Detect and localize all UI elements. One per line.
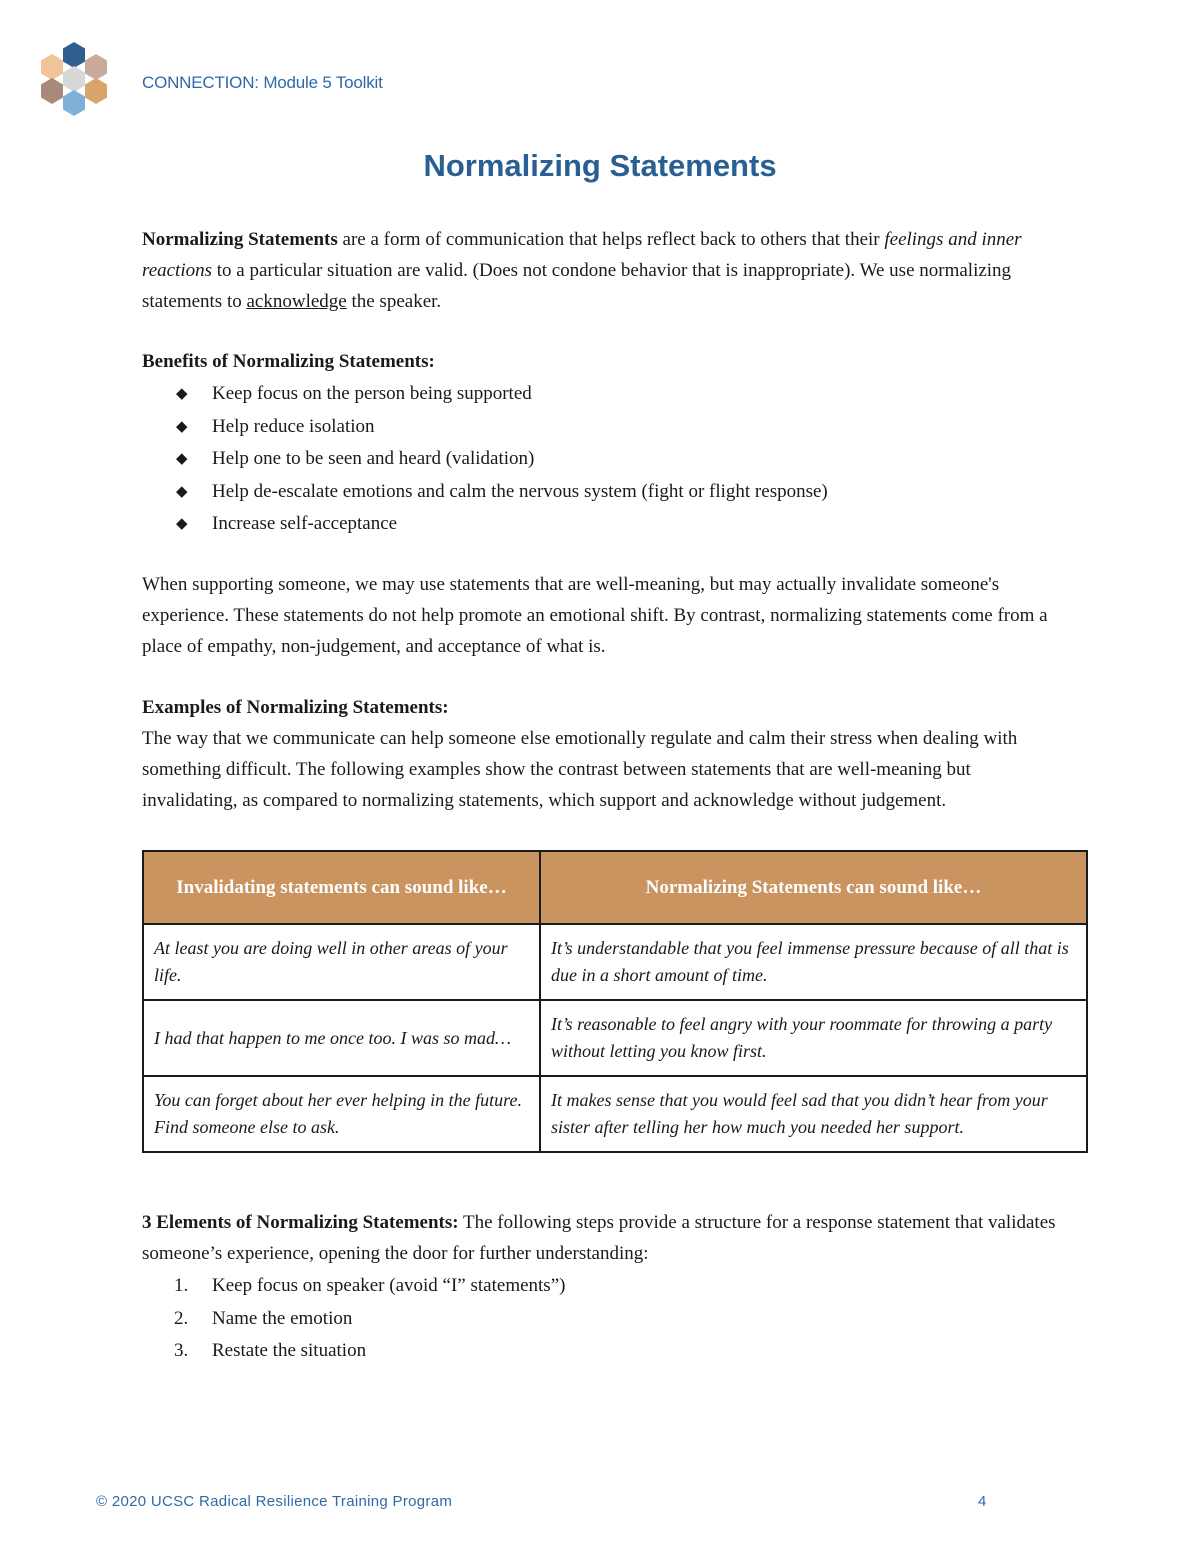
diamond-bullet-icon: ◆: [176, 516, 188, 532]
invalidating-cell: I had that happen to me once too. I was so mad…: [143, 1000, 540, 1076]
list-item: [142, 411, 828, 444]
logo-hex-center: [63, 66, 85, 92]
list-item: [142, 1335, 565, 1368]
page-number: 4: [978, 1493, 987, 1510]
table-row: [143, 1000, 1087, 1076]
column-header-normalizing: Normalizing Statements can sound like…: [540, 851, 1087, 924]
examples-section: [142, 692, 1062, 816]
benefit-label: Help one to be seen and heard (validation): [212, 448, 535, 469]
table-header-row: [143, 851, 1087, 924]
diamond-bullet-icon: ◆: [176, 483, 188, 500]
logo-hex-lower-left: [41, 78, 63, 104]
step-label: Restate the situation: [212, 1340, 367, 1361]
logo-hex-top: [63, 42, 85, 68]
list-item: [142, 1270, 565, 1303]
intro-term: Normalizing Statements: [142, 229, 338, 250]
benefit-label: Help de-escalate emotions and calm the nervous system (fight or flight response): [212, 480, 828, 502]
intro-emphasis: feelings and inner reactions: [142, 229, 1022, 281]
normalizing-cell: It’s reasonable to feel angry with your roommate for throwing a party without letting you know first.: [540, 1000, 1087, 1076]
diamond-bullet-icon: ◆: [176, 386, 188, 402]
header-title: CONNECTION: Module 5 Toolkit: [142, 73, 383, 92]
benefit-label: Help reduce isolation: [212, 415, 375, 437]
invalidating-cell: At least you are doing well in other areas of your life.: [143, 924, 540, 1000]
examples-text: The way that we communicate can help someone else emotionally regulate and calm their stress when dealing with something difficult. The following examples show the contrast between statements that are well-meaning but invalidating, as compared to normalizing statements, which support and acknowledge without judgement.: [142, 728, 1018, 811]
normalizing-cell: It’s understandable that you feel immense pressure because of all that is due in a short amount of time.: [540, 924, 1087, 1000]
column-header-invalidating: Invalidating statements can sound like…: [143, 851, 540, 924]
benefit-label: Increase self-acceptance: [212, 513, 398, 534]
elements-heading: 3 Elements of Normalizing Statements:: [142, 1212, 459, 1233]
table-row: [143, 1076, 1087, 1152]
step-label: Name the emotion: [212, 1307, 353, 1329]
step-number: 3.: [174, 1340, 189, 1361]
benefits-heading-text: Benefits of Normalizing Statements:: [142, 351, 435, 372]
page-title: Normalizing Statements: [423, 148, 777, 183]
diamond-bullet-icon: ◆: [176, 418, 188, 435]
intro-underlined: acknowledge: [246, 291, 347, 312]
hexagon-cluster-logo: [36, 40, 116, 122]
intro-paragraph: [142, 224, 1062, 317]
supporting-paragraph-text: When supporting someone, we may use statements that are well-meaning, but may actually invalidate someone's experience. These statements do not help promote an emotional shift. By contrast, normalizing statements come from a place of empathy, non-judgement, and acceptance of what is.: [142, 574, 1048, 657]
examples-heading: Examples of Normalizing Statements:: [142, 697, 449, 718]
benefits-list: [142, 378, 828, 541]
logo-hex-upper-left: [41, 54, 63, 80]
list-item: [142, 378, 828, 411]
list-item: [142, 476, 828, 509]
benefits-heading: [142, 346, 1062, 377]
normalizing-cell: It makes sense that you would feel sad that you didn’t hear from your sister after telling her how much you needed her support.: [540, 1076, 1087, 1152]
intro-text-3: the speaker.: [346, 291, 442, 312]
intro-text-1: are a form of communication that helps reflect back to others that their: [337, 229, 885, 250]
invalidating-cell: You can forget about her ever helping in the future. Find someone else to ask.: [143, 1076, 540, 1152]
step-number: 2.: [174, 1307, 189, 1329]
footer-copyright: © 2020 UCSC Radical Resilience Training Program: [96, 1493, 453, 1510]
intro-text-2: to a particular situation are valid. (Does not condone behavior that is inappropriate). We use normalizing statements to: [142, 260, 1012, 312]
list-item: [142, 1303, 565, 1336]
supporting-paragraph: [142, 569, 1062, 662]
logo-hex-bottom: [63, 90, 85, 116]
table-row: [143, 924, 1087, 1000]
list-item: [142, 508, 828, 541]
diamond-bullet-icon: ◆: [176, 451, 188, 467]
elements-text: The following steps provide a structure for a response statement that validates someone’s experience, opening the door for further understanding:: [142, 1212, 1056, 1264]
logo-hex-upper-right: [85, 54, 107, 80]
elements-section: [142, 1207, 1062, 1269]
logo-hex-lower-right: [85, 78, 107, 104]
step-label: Keep focus on speaker (avoid “I” statements”): [212, 1275, 566, 1296]
steps-list: [142, 1270, 565, 1368]
list-item: [142, 443, 828, 476]
step-number: 1.: [174, 1275, 189, 1296]
comparison-table: [142, 850, 1088, 1153]
benefit-label: Keep focus on the person being supported: [212, 383, 532, 404]
